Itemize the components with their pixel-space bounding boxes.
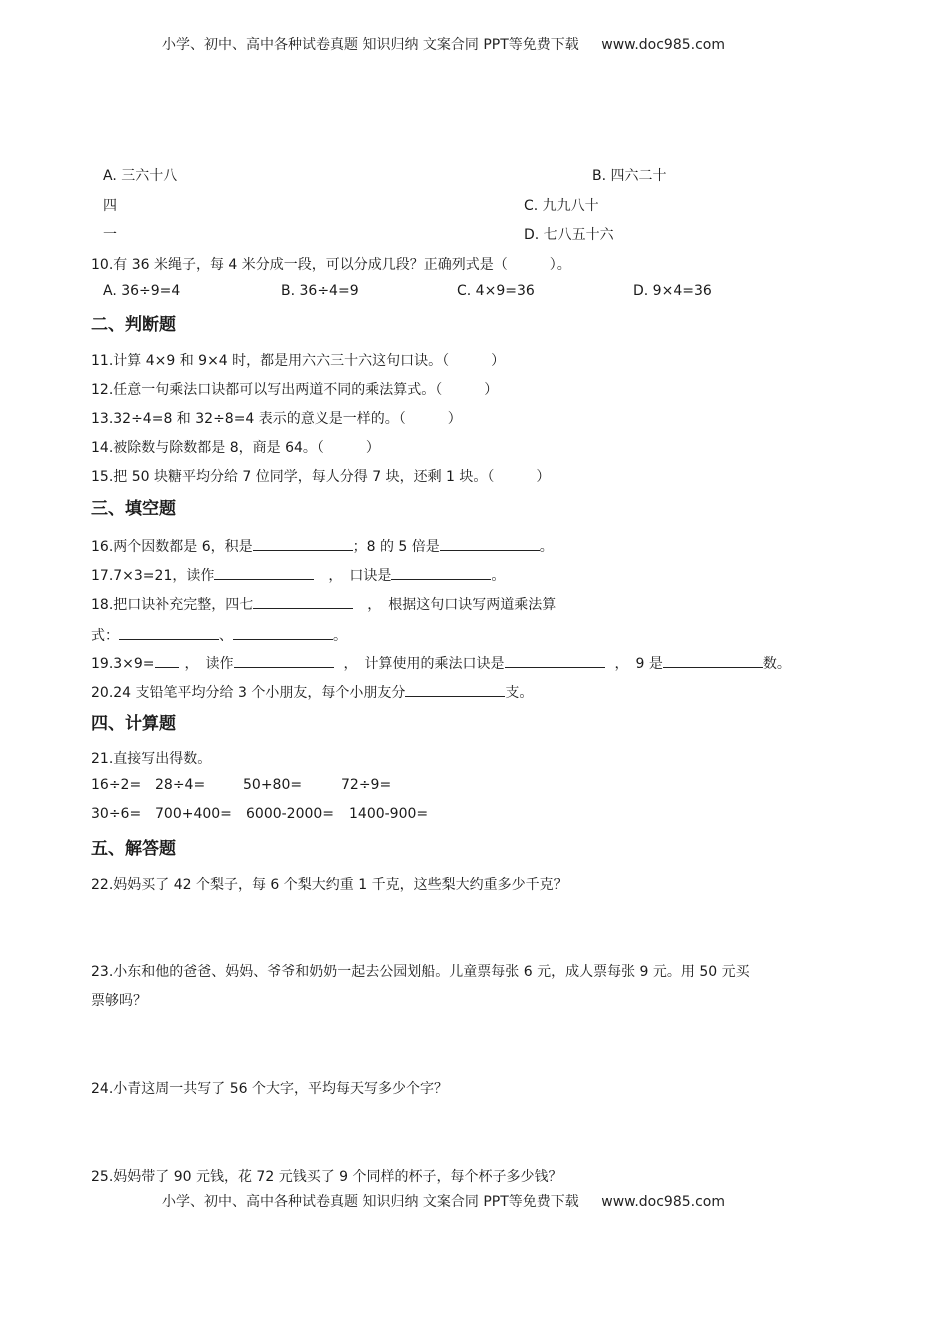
calc-item-2-4: 1400-900= (349, 806, 429, 822)
q16-text-b: ；8 的 5 倍是 (352, 539, 440, 555)
q19-text-d: ， 9 是 (614, 656, 663, 672)
judge-q12: 12.任意一句乘法口诀都可以写出两道不同的乘法算式。（ ） (91, 382, 499, 398)
header-text: 小学、初中、高中各种试卷真题 知识归纳 文案合同 PPT等免费下载 (162, 37, 579, 53)
q9-option-b: B. 四六二十 (592, 168, 667, 184)
section-title-solve: 五、解答题 (91, 839, 176, 859)
q18-blank-1[interactable] (253, 593, 353, 609)
solve-q23-line2: 票够吗？ (91, 993, 147, 1009)
q20-text-b: 支。 (505, 685, 534, 701)
q18-text-b: ， 根据这句口诀写两道乘法算 (367, 597, 557, 613)
judge-q14: 14.被除数与除数都是 8，商是 64。（ ） (91, 440, 380, 456)
q19-text-b: ， 读作 (184, 656, 234, 672)
judge-q13: 13.32÷4=8 和 32÷8=4 表示的意义是一样的。（ ） (91, 411, 462, 427)
solve-q23-line1: 23.小东和他的爸爸、妈妈、爷爷和奶奶一起去公园划船。儿童票每张 6 元，成人票每张 9 元。用 50 元买 (91, 964, 750, 980)
q18-blank-2[interactable] (119, 624, 219, 640)
q18-text-d: 、 (219, 628, 233, 644)
q9-option-c: C. 九九八十 (524, 198, 599, 214)
fill-q18-cont (91, 624, 347, 645)
calc-item-1-2: 28÷4= (155, 777, 206, 793)
solve-q22: 22.妈妈买了 42 个梨子，每 6 个梨大约重 1 千克，这些梨大约重多少千克？ (91, 877, 568, 893)
judge-q15: 15.把 50 块糖平均分给 7 位同学，每人分得 7 块，还剩 1 块。（ ） (91, 469, 551, 485)
q10-option-d: D. 9×4=36 (633, 283, 712, 299)
footer-url[interactable]: www.doc985.com (601, 1194, 725, 1210)
q18-text-e: 。 (333, 628, 347, 644)
q10-option-b: B. 36÷4=9 (281, 283, 359, 299)
judge-q11: 11.计算 4×9 和 9×4 时，都是用六六三十六这句口诀。（ ） (91, 353, 506, 369)
q19-blank-1[interactable] (155, 652, 179, 668)
calc-item-2-1: 30÷6= (91, 806, 142, 822)
q20-blank-1[interactable] (405, 681, 505, 697)
section-title-judge: 二、判断题 (91, 315, 176, 335)
q17-blank-1[interactable] (214, 564, 314, 580)
q9-option-a-cont2: 一 (103, 227, 117, 243)
q19-blank-4[interactable] (663, 652, 763, 668)
q9-option-d: D. 七八五十六 (524, 227, 614, 243)
q9-option-a: A. 三六十八 (103, 168, 178, 184)
q19-text-c: ， 计算使用的乘法口诀是 (343, 656, 505, 672)
fill-q16 (91, 535, 554, 556)
q17-blank-2[interactable] (391, 564, 491, 580)
page-header (162, 34, 725, 54)
q16-text-c: 。 (539, 539, 554, 555)
q17-text-c: 。 (491, 568, 506, 584)
q19-blank-2[interactable] (234, 652, 334, 668)
fill-q18 (91, 593, 556, 614)
fill-q19 (91, 652, 791, 673)
q10-question: 10.有 36 米绳子，每 4 米分成一段，可以分成几段？正确列式是（ ）。 (91, 257, 571, 273)
q18-text-a: 18.把口诀补充完整，四七 (91, 597, 254, 613)
fill-q20 (91, 681, 533, 702)
calc-item-2-2: 700+400= (155, 806, 232, 822)
q10-option-a: A. 36÷9=4 (103, 283, 181, 299)
q19-blank-3[interactable] (505, 652, 605, 668)
q10-option-c: C. 4×9=36 (457, 283, 535, 299)
section-title-fill: 三、填空题 (91, 499, 176, 519)
calc-item-2-3: 6000-2000= (246, 806, 335, 822)
footer-text: 小学、初中、高中各种试卷真题 知识归纳 文案合同 PPT等免费下载 (162, 1194, 579, 1210)
q9-option-a-cont1: 四 (103, 198, 117, 214)
fill-q17 (91, 564, 505, 585)
header-url[interactable]: www.doc985.com (601, 37, 725, 53)
q18-blank-3[interactable] (233, 624, 333, 640)
q16-blank-2[interactable] (440, 535, 540, 551)
q20-text-a: 20.24 支铅笔平均分给 3 个小朋友，每个小朋友分 (91, 685, 406, 701)
calc-item-1-3: 50+80= (243, 777, 303, 793)
q19-text-a: 19.3×9= (91, 656, 155, 672)
section-title-calc: 四、计算题 (91, 714, 176, 734)
calc-item-1-4: 72÷9= (341, 777, 392, 793)
q16-blank-1[interactable] (253, 535, 353, 551)
q18-text-c: 式： (91, 628, 119, 644)
q17-text-b: ， 口诀是 (328, 568, 392, 584)
calc-q21-title: 21.直接写出得数。 (91, 751, 212, 767)
solve-q25: 25.妈妈带了 90 元钱，花 72 元钱买了 9 个同样的杯子，每个杯子多少钱？ (91, 1169, 563, 1185)
q16-text-a: 16.两个因数都是 6，积是 (91, 539, 253, 555)
calc-item-1-1: 16÷2= (91, 777, 142, 793)
q19-text-e: 数。 (762, 656, 791, 672)
q17-text-a: 17.7×3=21，读作 (91, 568, 215, 584)
page-footer (162, 1191, 725, 1211)
solve-q24: 24.小青这周一共写了 56 个大字，平均每天写多少个字？ (91, 1081, 448, 1097)
